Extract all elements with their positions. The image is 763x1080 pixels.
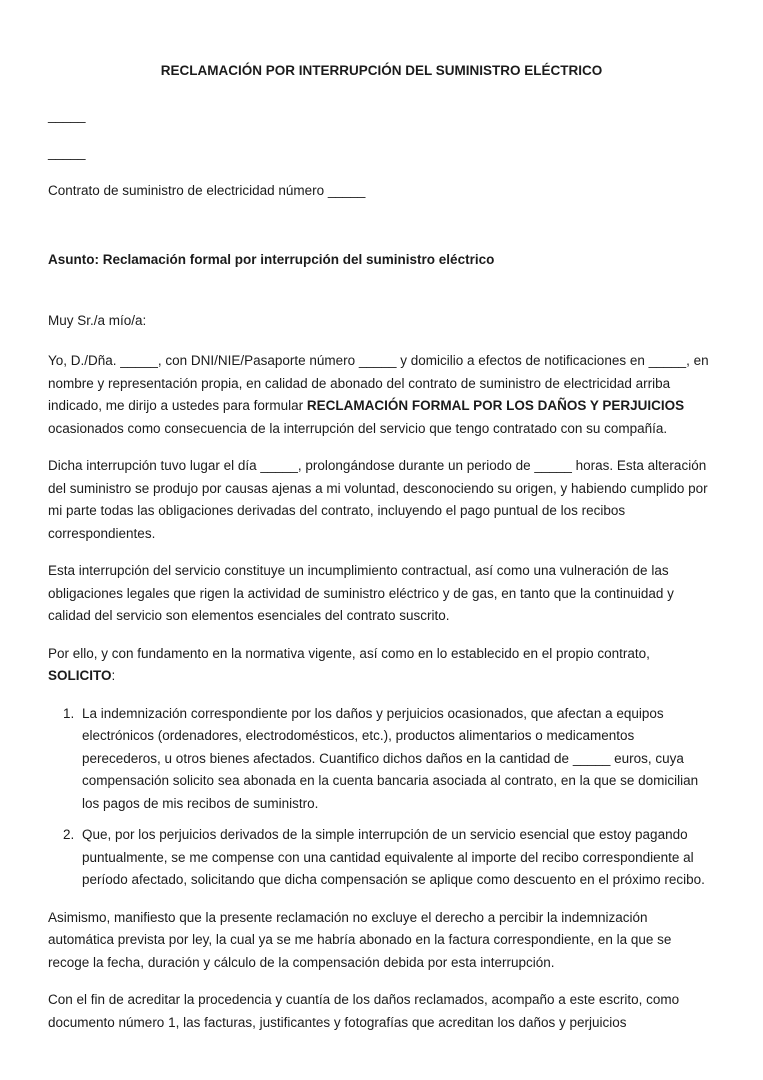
subject-line: Asunto: Reclamación formal por interrupción del suministro eléctrico <box>48 252 495 267</box>
document-title: RECLAMACIÓN POR INTERRUPCIÓN DEL SUMINISTRO ELÉCTRICO <box>160 63 603 78</box>
blank-field-1: _____ <box>48 107 86 123</box>
paragraph-solicito-text-end: : <box>111 668 116 683</box>
paragraph-interruption: Dicha interrupción tuvo lugar el día _____, prolongándose durante un periodo de _____ horas. Esta alteración del suministro se produjo por causas ajenas a mi voluntad, desconociendo su origen, y habiendo cumplido por mi parte todas las obligaciones derivadas del contrato, incluyendo el pago puntual de los recibos correspondientes. <box>48 458 708 541</box>
list-item-request-1: 1. La indemnización correspondiente por los daños y perjuicios ocasionados, que afectan a equipos electrónicos (ordenadores, electrodomésticos, etc.), productos alimentarios o medicamentos perecederos, u otros bienes afectados. Cuantifico dichos daños en la cantidad de _____ euros, cuya compensación solicito sea abonada en la cuenta bancaria asociada al contrato, en la que se domicilian los pagos de mis recibos de suministro. <box>78 703 715 816</box>
paragraph-evidence: Con el fin de acreditar la procedencia y cuantía de los daños reclamados, acompaño a este escrito, como documento número 1, las facturas, justificantes y fotografías que acreditan los daños y perjuicios <box>48 992 680 1030</box>
paragraph-intro-text-end: ocasionados como consecuencia de la interrupción del servicio que tengo contratado con su compañía. <box>48 420 668 436</box>
contract-number-line: Contrato de suministro de electricidad número _____ <box>48 182 366 198</box>
paragraph-solicito-text: Por ello, y con fundamento en la normativa vigente, así como en lo establecido en el propio contrato, <box>48 645 650 661</box>
paragraph-solicito <box>48 643 715 688</box>
paragraph-intro <box>48 350 715 440</box>
list-item-request-2: 2. Que, por los perjuicios derivados de la simple interrupción de un servicio esencial que estoy pagando puntualmente, se me compense con una cantidad equivalente al importe del recibo correspondiente al período afectado, solicitando que dicha compensación se aplique como descuento en el próximo recibo. <box>78 824 715 892</box>
salutation: Muy Sr./a mío/a: <box>48 312 147 328</box>
requests-list <box>48 703 715 892</box>
claim-bold-text: RECLAMACIÓN FORMAL POR LOS DAÑOS Y PERJUICIOS <box>306 398 685 413</box>
paragraph-automatic-compensation: Asimismo, manifiesto que la presente reclamación no excluye el derecho a percibir la indemnización automática prevista por ley, la cual ya se me habría abonado en la factura correspondiente, en la que se recoge la fecha, duración y cálculo de la compensación debida por esta interrupción. <box>48 909 672 970</box>
blank-field-2: _____ <box>48 145 86 160</box>
paragraph-breach: Esta interrupción del servicio constituye un incumplimiento contractual, así como una vulneración de las obligaciones legales que rigen la actividad de suministro eléctrico y de gas, en tanto que la continuidad y calidad del servicio son elementos esenciales del contrato suscrito. <box>48 563 674 623</box>
paragraph-intro-text: Yo, D./Dña. _____, con DNI/NIE/Pasaporte número _____ y domicilio a efectos de notificaciones en _____, en nombre y representación propia, en calidad de abonado del contrato de suministro de electricidad arriba indicado, me dirijo a ustedes para formular <box>48 353 709 413</box>
solicito-bold-text: SOLICITO <box>48 668 112 683</box>
